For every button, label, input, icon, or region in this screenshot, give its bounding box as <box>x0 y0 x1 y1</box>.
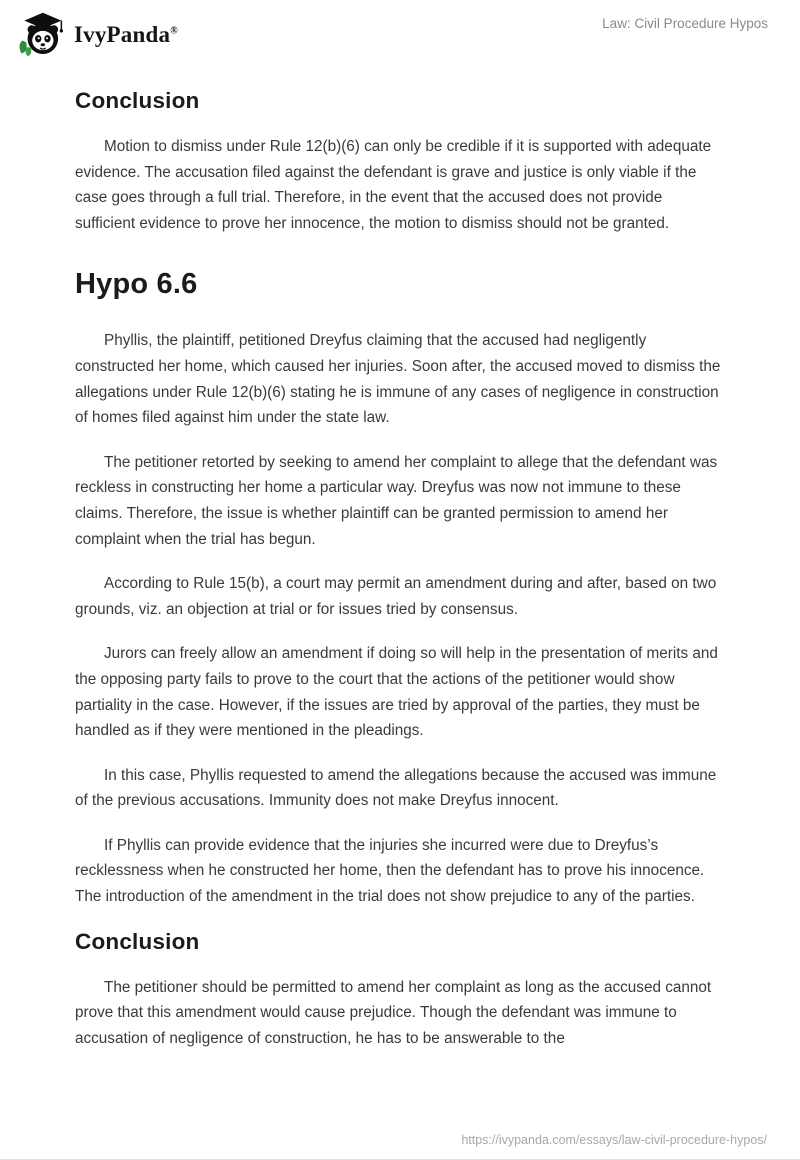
heading-conclusion-2: Conclusion <box>75 928 200 954</box>
heading-hypo-6-6: Hypo 6.6 <box>75 268 198 301</box>
document-title: Law: Civil Procedure Hypos <box>602 16 768 31</box>
paragraph-hypo-2: The petitioner retorted by seeking to amend her complaint to allege that the defendant was reckless in constructing her home a particular way. Dreyfus was now not immune to these claims. Therefore, the issue is whether plaintiff can be granted permission to amend her complaint when the trial has begun. <box>75 453 718 548</box>
registered-mark: ® <box>170 25 178 37</box>
paragraph-conclusion-2: The petitioner should be permitted to amend her complaint as long as the accused cannot prove that this amendment would cause prejudice. Though the defendant was immune to accusation of negligence of construction, he has to be answerable to the <box>75 978 712 1047</box>
paragraph-hypo-1: Phyllis, the plaintiff, petitioned Dreyfus claiming that the accused had negligently constructed her home, which caused her injuries. Soon after, the accused moved to dismiss the allegations under Rule 12(b)(6) stating he is immune of any cases of negligence in construction of homes filed against him under the state law. <box>75 332 721 427</box>
brand-name: IvyPanda® <box>74 22 178 47</box>
paragraph-hypo-5: In this case, Phyllis requested to amend the allegations because the accused was immune of the previous accusations. Immunity does not make Dreyfus innocent. <box>75 766 717 810</box>
paragraph-hypo-6: If Phyllis can provide evidence that the injuries she incurred were due to Dreyfus’s recklessness when he constructed her home, then the defendant has to prove his innocence. The introduction of the amendment in the trial does not show prejudice to any of the parties. <box>75 836 705 906</box>
paragraph-hypo-3: According to Rule 15(b), a court may permit an amendment during and after, based on two grounds, viz. an objection at trial or for issues tried by consensus. <box>75 575 717 618</box>
document-content <box>0 62 800 1051</box>
heading-conclusion-1: Conclusion <box>75 88 200 113</box>
ivypanda-brand[interactable] <box>16 10 178 60</box>
page-header <box>0 0 800 62</box>
ivypanda-panda-logo-icon <box>16 10 66 60</box>
source-url-link[interactable]: https://ivypanda.com/essays/law-civil-procedure-hypos/ <box>461 1133 767 1147</box>
paragraph-hypo-4: Jurors can freely allow an amendment if doing so will help in the presentation of merits and the opposing party fails to prove to the court that the actions of the petitioner would show partiality in the case. However, if the issues are tried by approval of the parties, they must be handled as if they were mentioned in the pleadings. <box>75 645 718 740</box>
paragraph-conclusion-1: Motion to dismiss under Rule 12(b)(6) can only be credible if it is supported with adequate evidence. The accusation filed against the defendant is grave and justice is only viable if the case goes through a full trial. Therefore, in the event that the accused does not provide sufficient evidence to prove her innocence, the motion to dismiss should not be granted. <box>75 138 712 232</box>
